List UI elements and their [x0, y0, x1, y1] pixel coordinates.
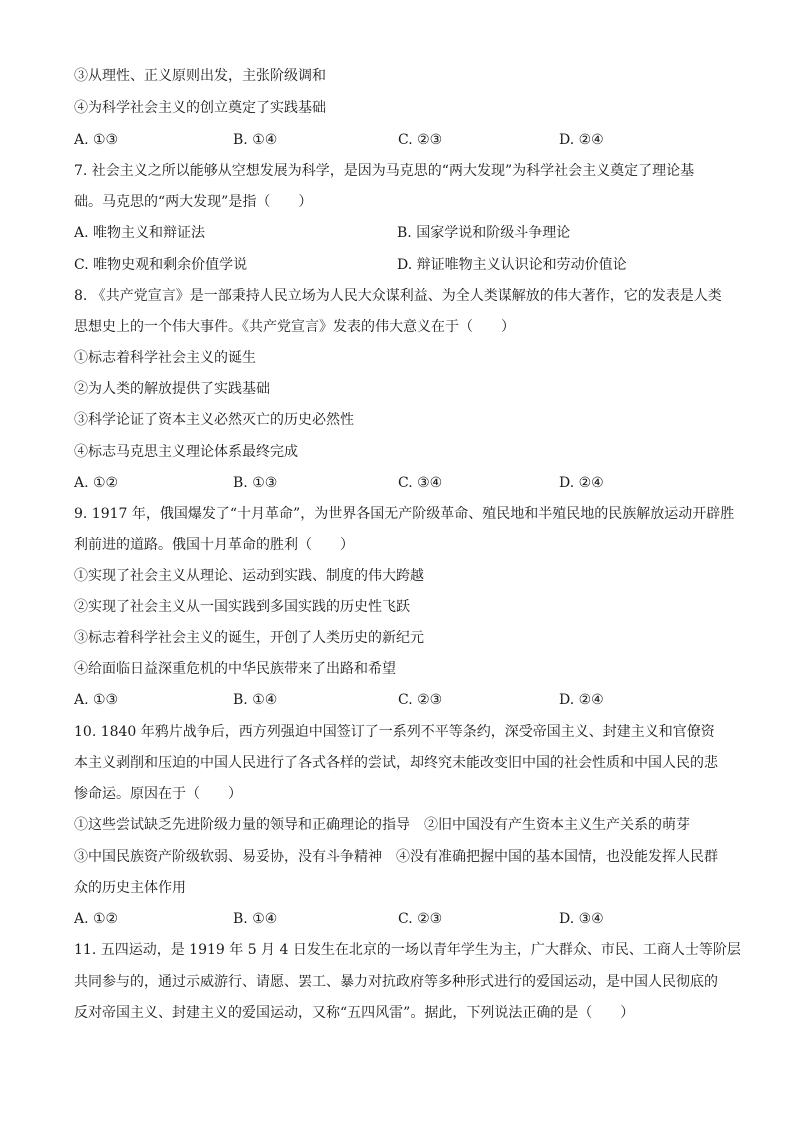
q6-option-a[interactable]: A. ①③ [74, 132, 119, 148]
q9-item-3: ③标志着科学社会主义的诞生，开创了人类历史的新纪元 [74, 630, 424, 646]
q9-item-1: ①实现了社会主义从理论、运动到实践、制度的伟大跨越 [74, 568, 424, 584]
q6-item-4: ④为科学社会主义的创立奠定了实践基础 [74, 100, 326, 116]
q7-option-c[interactable]: C. 唯物史观和剩余价值学说 [74, 257, 248, 273]
q8-option-b[interactable]: B. ①③ [233, 475, 278, 491]
q10-stem-line-2: 本主义剥削和压迫的中国人民进行了各式各样的尝试，却终究未能改变旧中国的社会性质和中国人民的悲 [74, 755, 718, 771]
q10-option-a[interactable]: A. ①② [74, 911, 119, 927]
q9-option-b[interactable]: B. ①④ [233, 692, 278, 708]
q10-option-d[interactable]: D. ③④ [559, 911, 604, 927]
q11-stem-line-2: 共同参与的，通过示威游行、请愿、罢工、暴力对抗政府等多种形式进行的爱国运动，是中国人民彻底的 [74, 974, 718, 990]
q6-option-c[interactable]: C. ②③ [398, 132, 443, 148]
q9-stem-line-2: 利前进的道路。俄国十月革命的胜利（ ） [74, 537, 354, 553]
q11-stem-line-1: 11. 五四运动，是 1919 年 5 月 4 日发生在北京的一场以青年学生为主，广大群众、市民、工商人士等阶层 [74, 942, 741, 958]
q10-option-b[interactable]: B. ①④ [233, 911, 278, 927]
q9-option-d[interactable]: D. ②④ [559, 692, 604, 708]
q8-item-2: ②为人类的解放提供了实践基础 [74, 381, 270, 397]
q7-stem-line-1: 7. 社会主义之所以能够从空想发展为科学，是因为马克思的“两大发现”为科学社会主义奠定了理论基 [74, 163, 695, 179]
q8-option-a[interactable]: A. ①② [74, 475, 119, 491]
q8-stem-line-1: 8. 《共产党宣言》是一部秉持人民立场为人民大众谋利益、为全人类谋解放的伟大著作，它的发表是人类 [74, 288, 722, 304]
q10-stem-line-3: 惨命运。原因在于（ ） [74, 786, 242, 802]
q8-option-d[interactable]: D. ②④ [559, 475, 604, 491]
q9-item-4: ④给面临日益深重危机的中华民族带来了出路和希望 [74, 661, 396, 677]
q10-items-line-3: 众的历史主体作用 [74, 880, 186, 896]
q7-option-a[interactable]: A. 唯物主义和辩证法 [74, 225, 206, 241]
q8-option-c[interactable]: C. ③④ [398, 475, 443, 491]
q10-option-c[interactable]: C. ②③ [398, 911, 443, 927]
q8-item-3: ③科学论证了资本主义必然灭亡的历史必然性 [74, 412, 354, 428]
q6-option-d[interactable]: D. ②④ [559, 132, 604, 148]
q9-item-2: ②实现了社会主义从一国实践到多国实践的历史性飞跃 [74, 599, 410, 615]
q7-option-d[interactable]: D. 辩证唯物主义认识论和劳动价值论 [397, 257, 627, 273]
q7-stem-line-2: 础。马克思的“两大发现”是指（ ） [74, 194, 313, 210]
q8-stem-line-2: 思想史上的一个伟大事件。《共产党宣言》发表的伟大意义在于（ ） [74, 319, 515, 335]
q10-items-line-1: ①这些尝试缺乏先进阶级力量的领导和正确理论的指导 ②旧中国没有产生资本主义生产关系的萌芽 [74, 817, 690, 833]
q9-option-c[interactable]: C. ②③ [398, 692, 443, 708]
q9-option-a[interactable]: A. ①③ [74, 692, 119, 708]
q8-item-1: ①标志着科学社会主义的诞生 [74, 350, 256, 366]
q10-items-line-2: ③中国民族资产阶级软弱、易妥协，没有斗争精神 ④没有准确把握中国的基本国情，也没能发挥人民群 [74, 849, 718, 865]
q10-stem-line-1: 10. 1840 年鸦片战争后，西方列强迫中国签订了一系列不平等条约，深受帝国主义、封建主义和官僚资 [74, 724, 715, 740]
q11-stem-line-3: 反对帝国主义、封建主义的爱国运动，又称“五四风雷”。据此，下列说法正确的是（ ） [74, 1005, 635, 1021]
q6-option-b[interactable]: B. ①④ [233, 132, 278, 148]
q6-item-3: ③从理性、正义原则出发，主张阶级调和 [74, 68, 326, 84]
q8-item-4: ④标志马克思主义理论体系最终完成 [74, 444, 298, 460]
q9-stem-line-1: 9. 1917 年，俄国爆发了“十月革命”，为世界各国无产阶级革命、殖民地和半殖民地的民族解放运动开辟胜 [74, 506, 735, 522]
q7-option-b[interactable]: B. 国家学说和阶级斗争理论 [397, 225, 571, 241]
